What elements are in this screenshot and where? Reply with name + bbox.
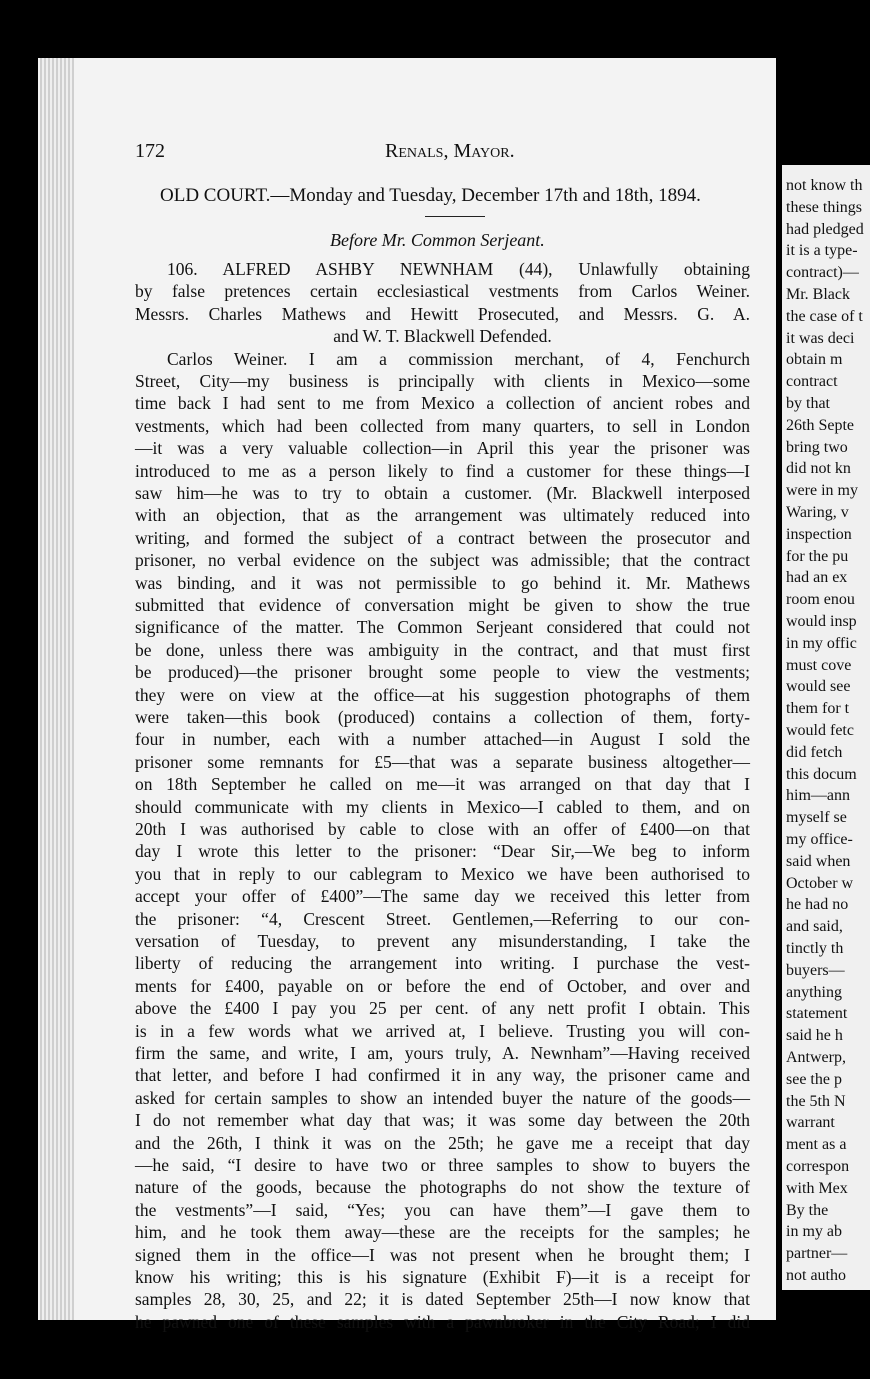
- right-page-line: contract)—: [786, 264, 859, 282]
- text-line: they were on view at the office—at his suggestion photographs of them: [135, 684, 750, 705]
- right-page-line: these things: [786, 198, 862, 216]
- text-line: writing, and formed the subject of a contract between the prosecutor and: [135, 527, 750, 548]
- right-page-line: in my offic: [786, 634, 857, 652]
- text-line: he pawned one of these samples with a pawnbroker in the City Road; I did: [135, 1311, 750, 1332]
- running-title: Renals, Mayor.: [385, 140, 515, 162]
- right-page-line: it was deci: [786, 329, 855, 347]
- text-line: him, and he took them away—these are the receipts for the samples; he: [135, 1222, 750, 1243]
- right-page-line: tinctly th: [786, 940, 844, 957]
- text-line: signed them in the office—I was not present when he brought them; I: [135, 1244, 750, 1265]
- text-line: Messrs. Charles Mathews and Hewitt Prosecuted, and Messrs. G. A.: [135, 303, 750, 324]
- right-page-line: the 5th N: [786, 1092, 846, 1110]
- right-page-line: he had no: [786, 896, 849, 914]
- right-page-line: correspon: [786, 1158, 850, 1175]
- text-line: on 18th September he called on me—it was arranged on that day that I: [135, 774, 750, 795]
- right-page-line: by that: [786, 395, 830, 412]
- divider-rule: [425, 216, 485, 217]
- right-page-line: Waring, v: [786, 504, 849, 521]
- text-line: with an objection, that as the arrangement was ultimately reduced into: [135, 505, 750, 526]
- text-line: be done, unless there was ambiguity in the contract, and that must first: [135, 639, 750, 660]
- right-page-line: room enou: [786, 591, 855, 609]
- text-line: —he said, “I desire to have two or three samples to show to buyers the: [135, 1155, 750, 1175]
- right-page-line: it is a type-: [786, 242, 858, 260]
- text-line: Street, City—my business is principally with clients in Mexico—some: [135, 371, 750, 391]
- text-line: versation of Tuesday, to prevent any misunderstanding, I take the: [135, 931, 750, 951]
- right-page-line: see the p: [786, 1070, 842, 1088]
- right-page-line: did fetch: [786, 743, 843, 761]
- right-page-line: did not kn: [786, 460, 851, 478]
- text-line: 20th I was authorised by cable to close with an offer of £400—on that: [135, 819, 750, 839]
- right-page-line: myself se: [786, 809, 847, 827]
- text-line: submitted that evidence of conversation might be given to show the true: [135, 595, 750, 615]
- right-page-line: inspection: [786, 525, 852, 543]
- right-page-line: bring two: [786, 438, 848, 456]
- text-line: asked for certain samples to show an intended buyer the nature of the goods—: [135, 1087, 750, 1108]
- text-line: should communicate with my clients in Mexico—I cabled to them, and on: [135, 796, 750, 817]
- right-page-line: October w: [786, 874, 854, 892]
- text-line: firm the same, and write, I am, yours truly, A. Newnham”—Having received: [135, 1043, 750, 1063]
- right-page-line: said he h: [786, 1027, 843, 1045]
- text-line: and W. T. Blackwell Defended.: [333, 326, 552, 347]
- text-line: the prisoner: “4, Crescent Street. Gentlemen,—Referring to our con-: [135, 908, 750, 929]
- right-page-line: in my ab: [786, 1223, 842, 1241]
- right-page-line: had pledged: [786, 220, 864, 238]
- text-line: prisoner some remnants for £5—that was a separate business altogether—: [135, 751, 750, 772]
- right-page-line: must cove: [786, 656, 852, 674]
- text-line: were taken—this book (produced) contains a collection of them, forty-: [135, 707, 750, 727]
- right-page-line: for the pu: [786, 547, 849, 565]
- text-line: Carlos Weiner. I am a commission merchant, of 4, Fenchurch: [167, 348, 750, 369]
- right-page-line: buyers—: [786, 961, 845, 979]
- right-page-line: and said,: [786, 918, 843, 936]
- right-page-line: would fetc: [786, 722, 854, 739]
- text-line: time back I had sent to me from Mexico a collection of ancient robes and: [135, 393, 750, 414]
- right-page-line: Antwerp,: [786, 1049, 846, 1066]
- right-page-line: this docum: [786, 765, 857, 783]
- right-page-line: said when: [786, 852, 851, 870]
- page-stack-edge: [40, 58, 74, 1320]
- text-line: was binding, and it was not permissible to go behind it. Mr. Mathews: [135, 572, 750, 593]
- right-page-line: not autho: [786, 1267, 846, 1284]
- right-page-line: were in my: [786, 482, 858, 500]
- text-line: nature of the goods, because the photographs do not show the texture of: [135, 1177, 750, 1198]
- text-line: by false pretences certain ecclesiastical vestments from Carlos Weiner.: [135, 281, 750, 302]
- right-page-line: the case of t: [786, 307, 863, 325]
- text-line: ments for £400, payable on or before the end of October, and over and: [135, 975, 750, 996]
- right-page-line: anything: [786, 983, 842, 1001]
- right-page-line: my office-: [786, 831, 853, 848]
- text-line: I do not remember what day that was; it was some day between the 20th: [135, 1110, 750, 1131]
- judge-line: Before Mr. Common Serjeant.: [330, 230, 545, 250]
- right-page-line: 26th Septe: [786, 416, 854, 434]
- text-line: that letter, and before I had confirmed it in any way, the prisoner came and: [135, 1065, 750, 1086]
- right-page-line: had an ex: [786, 569, 848, 587]
- court-heading: OLD COURT.—Monday and Tuesday, December 17th and 18th, 1894.: [160, 185, 701, 206]
- page-number: 172: [135, 140, 165, 162]
- text-line: samples 28, 30, 25, and 22; it is dated September 25th—I now know that: [135, 1289, 750, 1310]
- right-page-line: not know th: [786, 177, 863, 194]
- right-page-line: By the: [786, 1201, 829, 1219]
- text-line: day I wrote this letter to the prisoner: “Dear Sir,—We beg to inform: [135, 841, 750, 862]
- text-line: significance of the matter. The Common Serjeant considered that could not: [135, 617, 750, 638]
- right-page-line: Mr. Black: [786, 286, 850, 303]
- text-line: accept your offer of £400”—The same day we received this letter from: [135, 886, 750, 907]
- text-line: 106. ALFRED ASHBY NEWNHAM (44), Unlawfully obtaining: [167, 259, 750, 279]
- text-line: four in number, each with a number attached—in August I sold the: [135, 729, 750, 750]
- right-page-line: warrant: [786, 1114, 835, 1132]
- right-page-fragment: [782, 165, 870, 1290]
- right-page-line: obtain m: [786, 351, 843, 369]
- right-page-line: would insp: [786, 613, 857, 630]
- right-page-line: statement: [786, 1005, 848, 1023]
- right-page-line: would see: [786, 678, 851, 696]
- right-page-line: ment as a: [786, 1136, 847, 1154]
- text-line: be produced)—the prisoner brought some people to view the vestments;: [135, 662, 750, 683]
- text-line: saw him—he was to try to obtain a customer. (Mr. Blackwell interposed: [135, 483, 750, 503]
- right-page-line: with Mex: [786, 1179, 848, 1197]
- text-line: liberty of reducing the arrangement into writing. I purchase the vest-: [135, 953, 750, 974]
- text-line: —it was a very valuable collection—in April this year the prisoner was: [135, 438, 750, 459]
- text-line: the vestments”—I said, “Yes; you can have them”—I gave them to: [135, 1199, 750, 1220]
- text-line: vestments, which had been collected from many quarters, to sell in London: [135, 415, 750, 436]
- right-page-line: contract: [786, 373, 838, 391]
- right-page-line: partner—: [786, 1245, 848, 1263]
- text-line: above the £400 I pay you 25 per cent. of any nett profit I obtain. This: [135, 998, 750, 1019]
- text-line: and the 26th, I think it was on the 25th; he gave me a receipt that day: [135, 1132, 750, 1153]
- right-page-line: them for t: [786, 700, 850, 718]
- text-line: you that in reply to our cablegram to Mexico we have been authorised to: [135, 863, 750, 884]
- right-page-line: him—ann: [786, 787, 850, 805]
- text-line: know his writing; this is his signature (Exhibit F)—it is a receipt for: [135, 1267, 750, 1287]
- text-line: is in a few words what we arrived at, I believe. Trusting you will con-: [135, 1020, 750, 1041]
- text-line: prisoner, no verbal evidence on the subject was admissible; that the contract: [135, 550, 750, 571]
- text-line: introduced to me as a person likely to find a customer for these things—I: [135, 460, 750, 481]
